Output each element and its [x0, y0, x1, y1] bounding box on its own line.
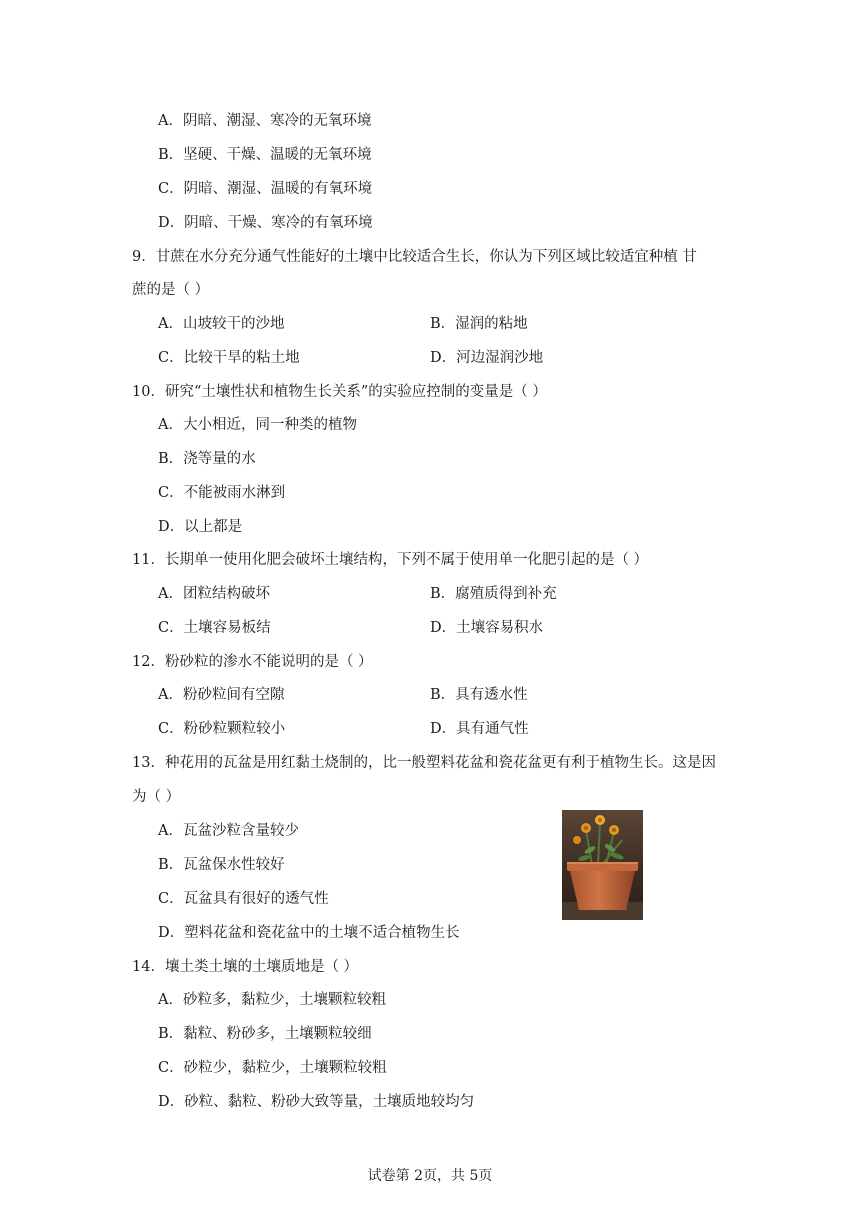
q11-option-d: D．土壤容易积水	[430, 620, 544, 636]
page-footer: 试卷第 2页，共 5页	[367, 1168, 493, 1184]
q11-option-b: B．腐殖质得到补充	[430, 586, 557, 602]
q14-option-b: B．黏粒、粉砂多，土壤颗粒较细	[158, 1026, 372, 1042]
q9-option-d: D．河边湿润沙地	[430, 350, 544, 366]
q11-stem: 11．长期单一使用化肥会破坏土壤结构，下列不属于使用单一化肥引起的是（ ）	[132, 552, 649, 568]
q12-stem: 12．粉砂粒的渗水不能说明的是（ ）	[132, 654, 373, 670]
clay-pot-photo	[562, 810, 643, 920]
q13-stem-line1: 13．种花用的瓦盆是用红黏土烧制的，比一般塑料花盆和瓷花盆更有利于植物生长。这是因	[132, 755, 716, 771]
q9-option-c: C．比较干旱的粘土地	[158, 350, 300, 366]
q13-option-b: B．瓦盆保水性较好	[158, 857, 285, 873]
q11-option-c: C．土壤容易板结	[158, 620, 271, 636]
q9-option-b: B．湿润的粘地	[430, 316, 528, 332]
q8-option-a: A．阴暗、潮湿、寒冷的无氧环境	[158, 113, 372, 129]
q14-stem: 14．壤土类土壤的土壤质地是（ ）	[132, 959, 359, 975]
q10-option-b: B．浇等量的水	[158, 451, 256, 467]
q8-option-d: D．阴暗、干燥、寒冷的有氧环境	[158, 215, 373, 231]
q12-option-c: C．粉砂粒颗粒较小	[158, 721, 286, 737]
q8-option-b: B．坚硬、干燥、温暖的无氧环境	[158, 147, 372, 163]
q14-option-c: C．砂粒少，黏粒少，土壤颗粒较粗	[158, 1060, 387, 1076]
q9-option-a: A．山坡较干的沙地	[158, 316, 285, 332]
q10-option-a: A．大小相近，同一种类的植物	[158, 417, 357, 433]
q10-option-c: C．不能被雨水淋到	[158, 485, 286, 501]
q9-stem-line1: 9．甘蔗在水分充分通气性能好的土壤中比较适合生长，你认为下列区域比较适宜种植 甘	[132, 249, 697, 265]
q13-option-d: D．塑料花盆和瓷花盆中的土壤不适合植物生长	[158, 925, 460, 941]
q10-option-d: D．以上都是	[158, 519, 243, 535]
q10-stem: 10．研究“土壤性状和植物生长关系”的实验应控制的变量是（ ）	[132, 384, 547, 400]
q13-option-c: C．瓦盆具有很好的透气性	[158, 891, 329, 907]
q11-option-a: A．团粒结构破坏	[158, 586, 270, 602]
q12-option-d: D．具有通气性	[430, 721, 529, 737]
q13-stem-line2: 为（ ）	[132, 789, 181, 805]
q8-option-c: C．阴暗、潮湿、温暖的有氧环境	[158, 181, 373, 197]
q14-option-d: D．砂粒、黏粒、粉砂大致等量，土壤质地较均匀	[158, 1094, 475, 1110]
q9-stem-line2: 蔗的是（ ）	[132, 282, 210, 298]
q13-option-a: A．瓦盆沙粒含量较少	[158, 823, 299, 839]
q12-option-a: A．粉砂粒间有空隙	[158, 687, 285, 703]
q14-option-a: A．砂粒多，黏粒少，土壤颗粒较粗	[158, 992, 386, 1008]
q12-option-b: B．具有透水性	[430, 687, 528, 703]
